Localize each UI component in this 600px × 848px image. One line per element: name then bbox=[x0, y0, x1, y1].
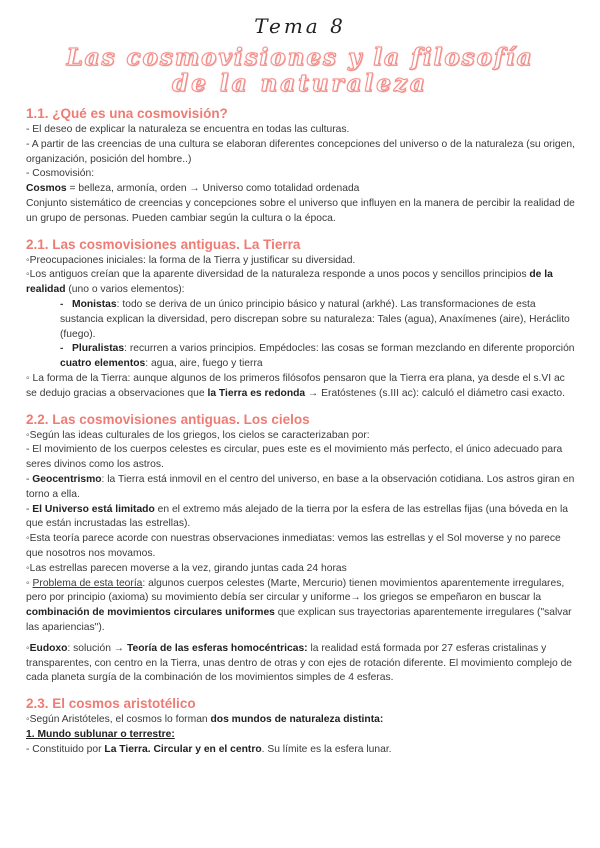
section-heading-2-3: 2.3. El cosmos aristotélico bbox=[26, 696, 196, 712]
dash-bullet: - bbox=[60, 298, 64, 310]
page-title-line-2: de la naturaleza bbox=[172, 70, 428, 97]
term: Cosmos bbox=[26, 183, 67, 195]
paragraph: ◦Esta teoría parece acorde con nuestras observaciones inmediatas: vemos las estrellas y el Sol moverse y no parece que nosotros nos movamos. bbox=[26, 533, 561, 559]
subheading: 1. Mundo sublunar o terrestre: bbox=[26, 728, 175, 740]
paragraph bbox=[26, 372, 578, 402]
paragraph: - Cosmovisión: bbox=[26, 168, 95, 180]
list-item-pluralistas bbox=[26, 342, 578, 372]
paragraph: Conjunto sistemático de creencias y concepciones sobre el universo que influyen en la manera de percibir la realidad de un grupo de personas. Pueden cambiar según la cultura o la época. bbox=[26, 197, 575, 224]
term: El Universo está limitado bbox=[32, 503, 155, 515]
text: ◦Los antiguos creían que la aparente diversidad de la naturaleza responde a unos pocos y sencillos principios bbox=[26, 269, 530, 281]
paragraph: - El Universo está limitado en el extremo más alejado de la tierra por la esfera de las estrellas fijas (una bóveda en la que están incrustadas las estrellas). bbox=[26, 503, 569, 530]
paragraph: - El movimiento de los cuerpos celestes es circular, pues este es el movimiento más perfecto, el único adecuado para seres divinos como los astros. bbox=[26, 444, 563, 471]
paragraph: - A partir de las creencias de una cultura se elaboran diferentes concepciones del universo o de la naturaleza (su origen, organización, posición del hombre..) bbox=[26, 138, 575, 165]
term: Pluralistas bbox=[72, 343, 125, 355]
paragraph: ◦Preocupaciones iniciales: la forma de la Tierra y justificar su diversidad. bbox=[26, 254, 356, 266]
text: = belleza, armonía, orden → Universo como totalidad ordenada bbox=[66, 183, 360, 195]
term: cuatro elementos bbox=[60, 358, 146, 370]
text: ◦Según Aristóteles, el cosmos lo forman bbox=[26, 714, 211, 726]
term: Monistas bbox=[72, 298, 117, 310]
paragraph bbox=[26, 268, 578, 298]
term: de la realidad bbox=[26, 269, 553, 296]
term: Geocentrismo bbox=[32, 473, 102, 485]
dash-bullet: - bbox=[60, 343, 64, 355]
term: La Tierra. Circular y en el centro bbox=[104, 743, 262, 755]
section-heading-2-2: 2.2. Las cosmovisiones antiguas. Los cielos bbox=[26, 411, 310, 427]
text: (uno o varios elementos): bbox=[65, 284, 185, 296]
text: . Su límite es la esfera lunar. bbox=[261, 743, 392, 755]
term: Teoría de las esferas homocéntricas: bbox=[126, 642, 308, 654]
text: : la Tierra está inmovil en el centro del universo, en base a la observación cotidiana. Los astros giran en torno a ella. bbox=[26, 473, 575, 500]
term: combinación de movimientos circulares uniformes bbox=[26, 607, 275, 619]
paragraph: ◦Según las ideas culturales de los griegos, los cielos se caracterizaban por: bbox=[26, 429, 370, 441]
paragraph: - El deseo de explicar la naturaleza se encuentra en todas las culturas. bbox=[26, 124, 350, 135]
text: : algunos cuerpos celestes (Marte, Mercurio) tienen movimientos aparentemente irregulares, pero por principio (axioma) su movimiento debía ser circular y uniforme→ los griegos se empeñaron en buscar la bbox=[26, 577, 565, 604]
term: dos mundos de naturaleza distinta: bbox=[210, 714, 384, 726]
text: la realidad está formada por 27 esferas cristalinas y transparentes, con centro en la Tierra, unas dentro de otras y con ejes de rotación diferente. El movimiento complejo de cada planeta surgía de la combinación de los movimientos simples de 4 esferas. bbox=[26, 642, 573, 684]
page-title-line-1: Las cosmovisiones y la filosofía bbox=[66, 44, 534, 71]
list-item-monistas bbox=[26, 298, 578, 342]
section-heading-2-1: 2.1. Las cosmovisiones antiguas. La Tierra bbox=[26, 236, 301, 252]
text: : recurren a varios principios. Empédocles: las cosas se forman mezclando en diferente proporción bbox=[124, 343, 575, 355]
section-heading-1-1: 1.1. ¿Qué es una cosmovisión? bbox=[26, 106, 228, 121]
paragraph: ◦Eudoxo: solución → Teoría de las esferas homocéntricas: la realidad está formada por 27 esferas cristalinas y transparentes, con centro en la Tierra, unas dentro de otras y con ejes de rotación diferente. El movimiento complejo de cada planeta surgía de la combinación de los movimientos simples de 4 esferas. bbox=[26, 642, 573, 684]
text: : todo se deriva de un único principio básico y natural (arkhé). Las transformaciones de esta sustancia explican la diversidad, pero discrepan sobre su naturaleza: Tales (agua), Anaxímenes (aire), Heráclito (fuego). bbox=[60, 298, 570, 340]
paragraph bbox=[26, 713, 578, 728]
term: la Tierra es redonda bbox=[207, 387, 306, 399]
text: que explican sus trayectorias aparentemente irregulares ("salvar las apariencias"). bbox=[26, 607, 572, 633]
term: Eudoxo bbox=[29, 642, 68, 654]
paragraph: ◦Las estrellas parecen moverse a la vez, girando juntas cada 24 horas bbox=[26, 562, 347, 574]
paragraph bbox=[26, 743, 578, 758]
text: en el extremo más alejado de la tierra por la esfera de las estrellas fijas (una bóveda en la que están incrustadas las estrellas). bbox=[26, 503, 569, 530]
text: : solución → bbox=[67, 642, 127, 654]
cosmos-definition bbox=[26, 182, 578, 197]
notes-content bbox=[26, 105, 578, 757]
text: : agua, aire, fuego y tierra bbox=[145, 358, 263, 370]
text: ◦ La forma de la Tierra: aunque algunos de los primeros filósofos pensaron que la Tierra era plana, ya desde el s.VI ac se dedujo gracias a observaciones que bbox=[26, 372, 565, 399]
paragraph: ◦ Problema de esta teoría: algunos cuerpos celestes (Marte, Mercurio) tienen movimientos aparentemente irregulares, pero por principio (axioma) su movimiento debía ser circular y uniforme→ los griegos se empeñaron en buscar la combinación de movimientos circulares uniformes que explican sus trayectorias aparentemente irregulares ("salvar las apariencias"). bbox=[26, 577, 572, 633]
underlined-term: Problema de esta teoría bbox=[32, 577, 143, 589]
text: → Eratóstenes (s.III ac): calculó el diámetro casi exacto. bbox=[305, 387, 565, 399]
text: - Constituido por bbox=[26, 743, 105, 755]
paragraph: - Geocentrismo: la Tierra está inmovil en el centro del universo, en base a la observación cotidiana. Los astros giran en torno a ella. bbox=[26, 473, 575, 500]
topic-number: Tema 8 bbox=[254, 14, 346, 38]
